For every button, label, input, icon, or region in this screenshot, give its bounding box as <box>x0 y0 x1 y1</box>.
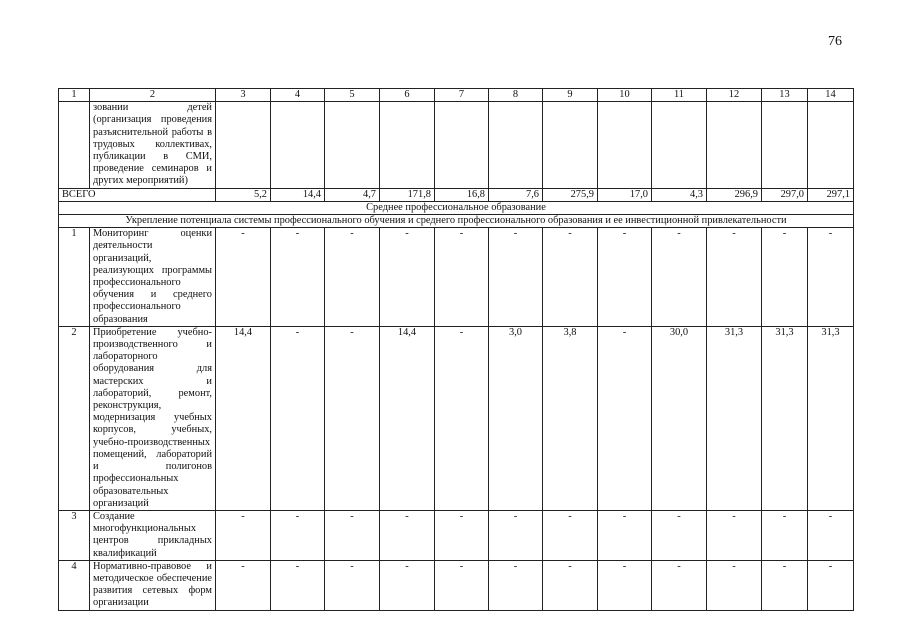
value-cell: - <box>543 560 598 610</box>
value-cell: - <box>325 510 380 560</box>
measure-description: Мониторинг оценки деятельности организаций, реализующих программы профессионального обучения и среднего профессионального образования <box>90 228 216 327</box>
column-header: 3 <box>216 89 271 102</box>
value-cell: 31,3 <box>762 326 808 510</box>
value-cell: - <box>325 228 380 327</box>
column-header: 4 <box>271 89 325 102</box>
value-cell: - <box>652 510 707 560</box>
row-number-cell <box>59 102 90 188</box>
value-cell: - <box>380 228 435 327</box>
value-cell: - <box>598 228 652 327</box>
section-title: Среднее профессиональное образование <box>59 201 854 214</box>
total-label: ВСЕГО <box>59 188 216 201</box>
value-cell: - <box>808 510 854 560</box>
value-cell: 31,3 <box>707 326 762 510</box>
page-number: 76 <box>828 34 842 49</box>
value-cell: 4,7 <box>325 188 380 201</box>
column-header: 5 <box>325 89 380 102</box>
value-cell: 275,9 <box>543 188 598 201</box>
value-cell: - <box>652 560 707 610</box>
column-header: 7 <box>435 89 489 102</box>
value-cell: 31,3 <box>808 326 854 510</box>
table-row <box>59 560 854 610</box>
value-cell: - <box>216 228 271 327</box>
value-cell: - <box>435 228 489 327</box>
value-cell: 3,8 <box>543 326 598 510</box>
value-cell: - <box>808 228 854 327</box>
measure-description: Создание многофункциональных центров прикладных квалификаций <box>90 510 216 560</box>
value-cell: 7,6 <box>489 188 543 201</box>
value-cell: - <box>271 510 325 560</box>
value-cell: 16,8 <box>435 188 489 201</box>
value-cell: - <box>325 560 380 610</box>
value-cell: - <box>489 228 543 327</box>
value-cell: - <box>271 228 325 327</box>
row-number: 4 <box>59 560 90 610</box>
column-header: 13 <box>762 89 808 102</box>
row-number: 2 <box>59 326 90 510</box>
value-cell: 297,1 <box>808 188 854 201</box>
value-cell: 14,4 <box>380 326 435 510</box>
column-header: 14 <box>808 89 854 102</box>
table-row <box>59 228 854 327</box>
value-cell: - <box>762 228 808 327</box>
column-number-row <box>59 89 854 102</box>
value-cell: - <box>808 560 854 610</box>
total-row <box>59 188 854 201</box>
value-cell: 14,4 <box>271 188 325 201</box>
column-header: 1 <box>59 89 90 102</box>
value-cell: - <box>435 326 489 510</box>
value-cell: - <box>707 228 762 327</box>
value-cell: - <box>489 510 543 560</box>
value-cell: - <box>380 560 435 610</box>
value-cell: - <box>762 560 808 610</box>
value-cell: 5,2 <box>216 188 271 201</box>
column-header: 12 <box>707 89 762 102</box>
table-row <box>59 102 854 188</box>
value-cell: - <box>598 560 652 610</box>
table-row <box>59 326 854 510</box>
value-cell: - <box>380 510 435 560</box>
value-cell: - <box>216 560 271 610</box>
value-cell: 171,8 <box>380 188 435 201</box>
column-header: 10 <box>598 89 652 102</box>
value-cell: 30,0 <box>652 326 707 510</box>
value-cell: - <box>598 326 652 510</box>
column-header: 11 <box>652 89 707 102</box>
value-cell: - <box>652 228 707 327</box>
value-cell: - <box>271 326 325 510</box>
measure-description: Нормативно-правовое и методическое обеспечение развития сетевых форм организации <box>90 560 216 610</box>
column-header: 2 <box>90 89 216 102</box>
column-header: 9 <box>543 89 598 102</box>
value-cell: 297,0 <box>762 188 808 201</box>
value-cell: - <box>435 510 489 560</box>
value-cell: - <box>598 510 652 560</box>
value-cell: - <box>707 510 762 560</box>
value-cell: - <box>707 560 762 610</box>
value-cell: 3,0 <box>489 326 543 510</box>
row-number: 1 <box>59 228 90 327</box>
value-cell: 14,4 <box>216 326 271 510</box>
value-cell: - <box>325 326 380 510</box>
table-row <box>59 510 854 560</box>
measure-description: Приобретение учебно-производственного и лабораторного оборудования для мастерских и лабораторий, ремонт, реконструкция, модернизация учебных корпусов, учебных, учебно-производственных помещений, лабораторий и полигонов профессиональных образовательных организаций <box>90 326 216 510</box>
subsection-title: Укрепление потенциала системы профессионального обучения и среднего профессионального образования и ее инвестиционной привлекательности <box>59 215 854 228</box>
column-header: 6 <box>380 89 435 102</box>
value-cell: - <box>271 560 325 610</box>
value-cell: - <box>435 560 489 610</box>
row-number: 3 <box>59 510 90 560</box>
section-row <box>59 201 854 214</box>
value-cell: - <box>489 560 543 610</box>
value-cell: 17,0 <box>598 188 652 201</box>
budget-table <box>58 88 854 611</box>
value-cell: - <box>543 510 598 560</box>
value-cell: 4,3 <box>652 188 707 201</box>
subsection-row <box>59 215 854 228</box>
value-cell: - <box>543 228 598 327</box>
value-cell: - <box>216 510 271 560</box>
measure-description: зовании детей (организация проведения разъяснительной работы в трудовых коллективах, публикации в СМИ, проведение семинаров и других мероприятий) <box>90 102 216 188</box>
value-cell: 296,9 <box>707 188 762 201</box>
column-header: 8 <box>489 89 543 102</box>
value-cell: - <box>762 510 808 560</box>
